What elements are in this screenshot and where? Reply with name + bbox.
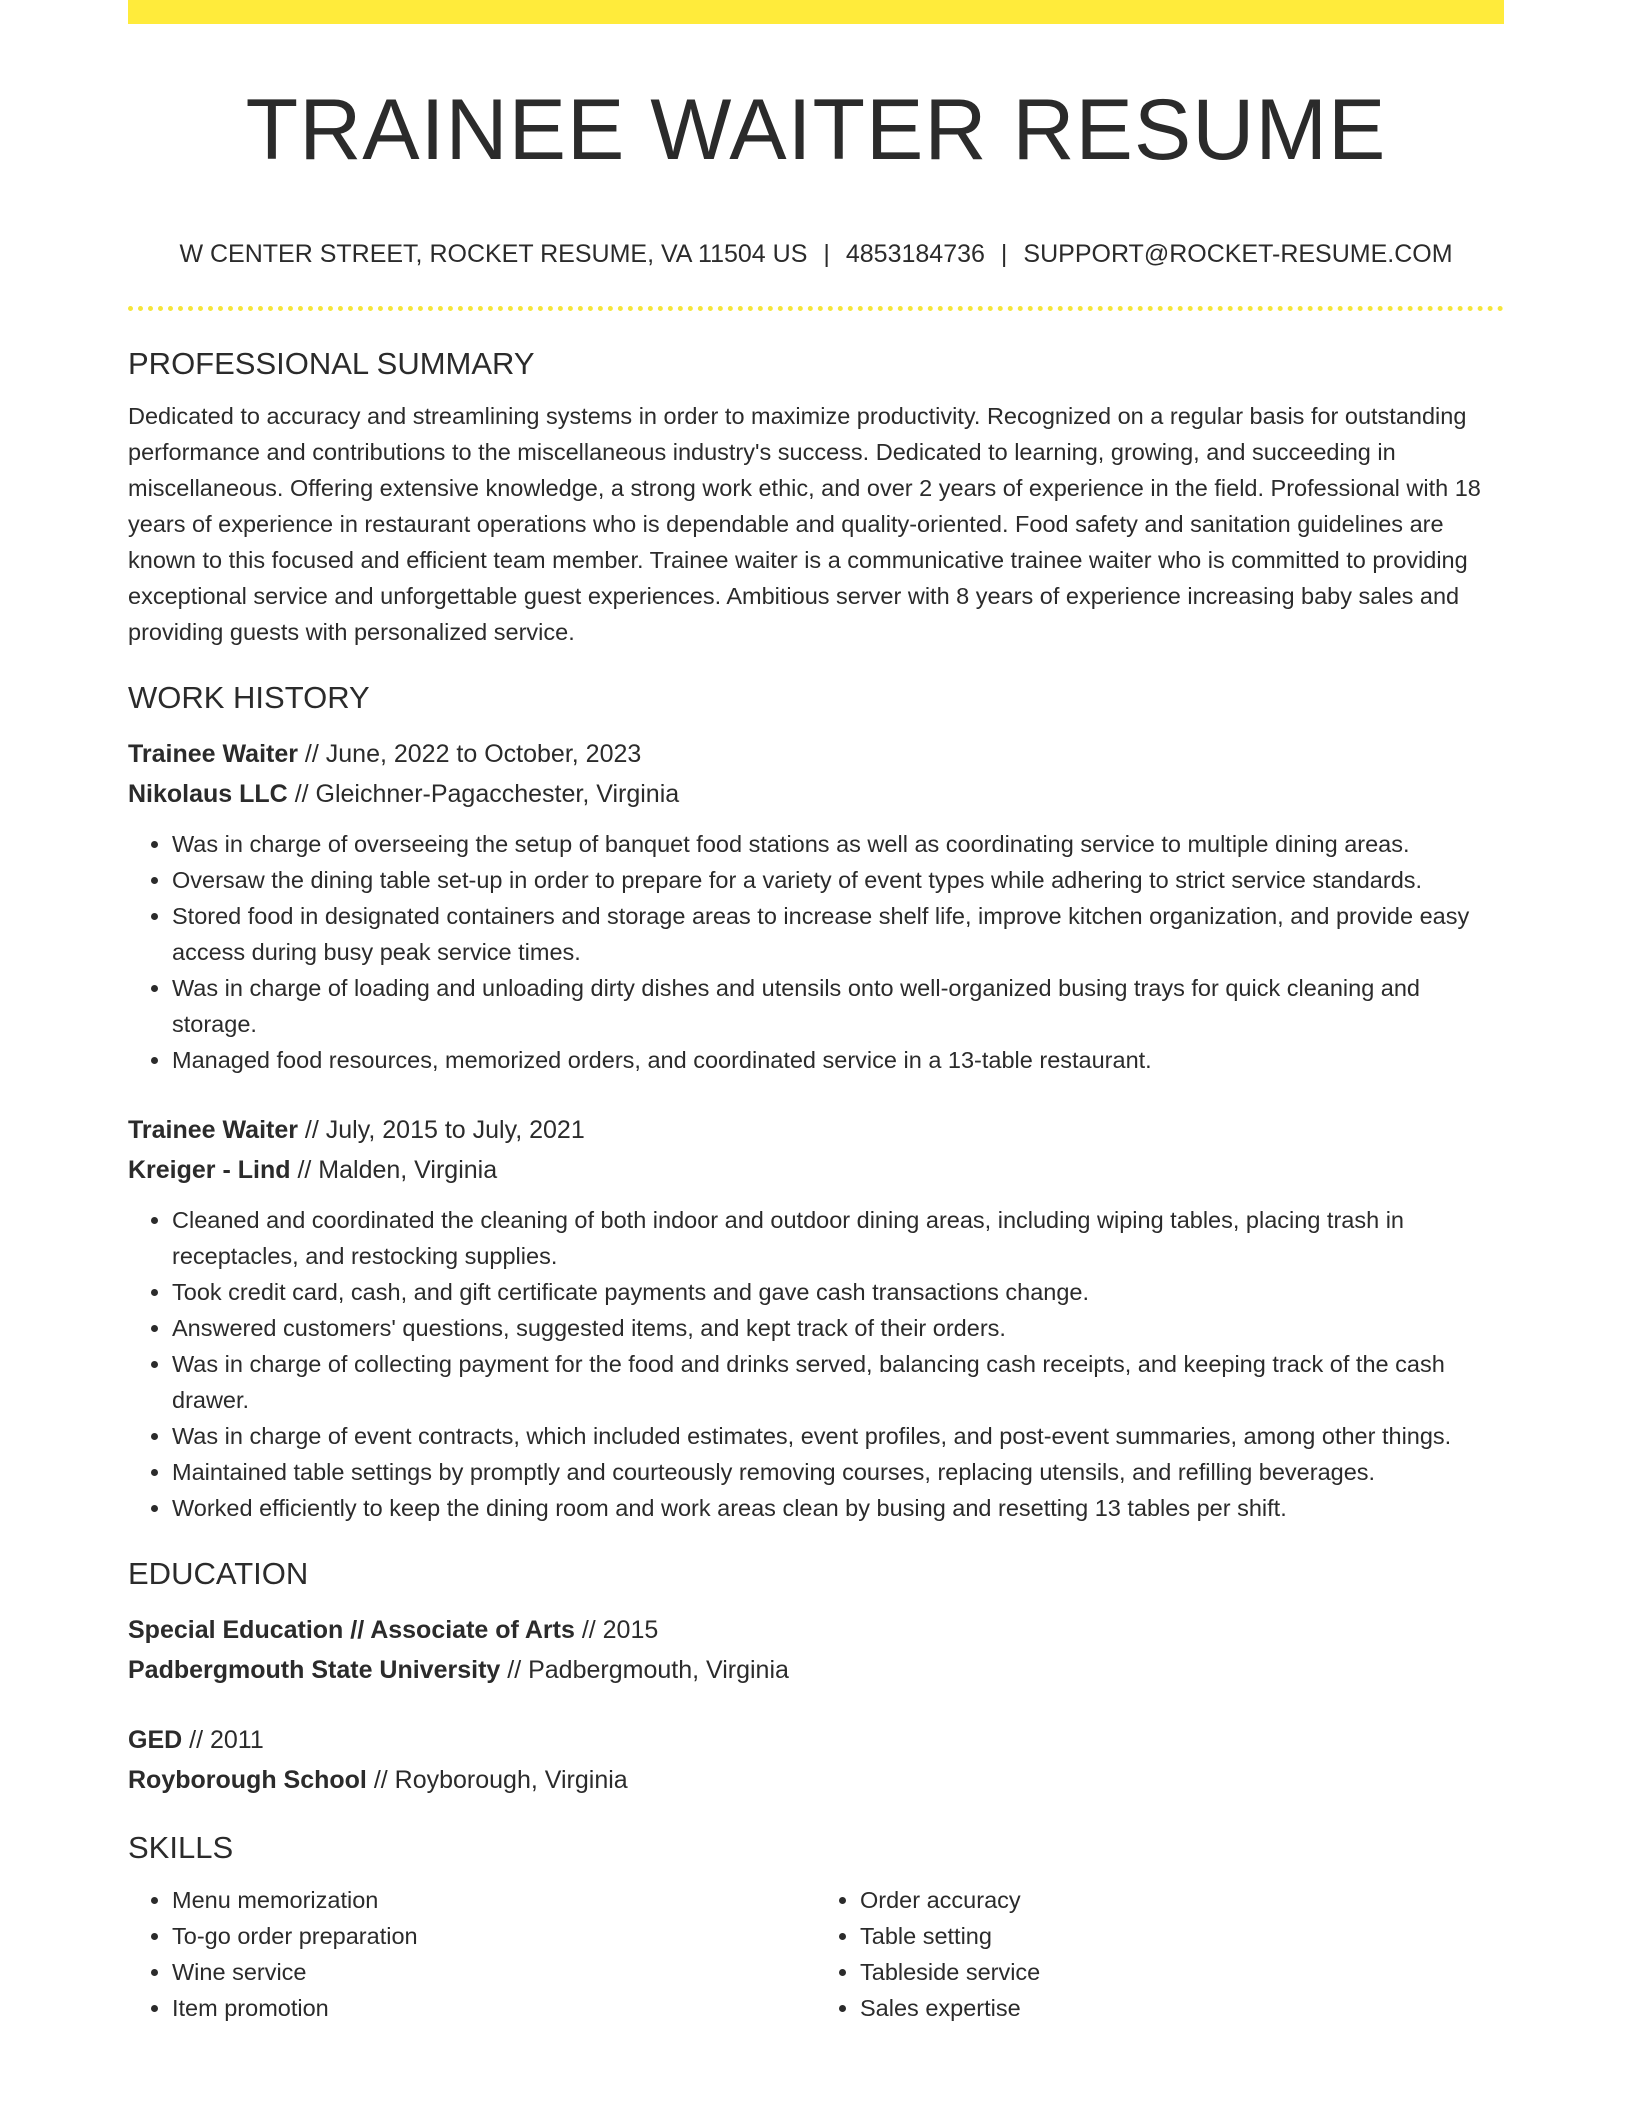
job-entry [128, 1110, 1504, 1526]
list-item: • Maintained table settings by promptly and courteously removing courses, replacing utensils, and refilling beverages. [172, 1454, 1504, 1490]
school-location: // Padbergmouth, Virginia [500, 1656, 789, 1684]
education-heading: EDUCATION [128, 1556, 309, 1591]
job-location: // Gleichner-Pagacchester, Virginia [287, 780, 680, 808]
work-history-heading: WORK HISTORY [128, 680, 370, 715]
summary-heading: PROFESSIONAL SUMMARY [128, 346, 535, 381]
education-entry [128, 1720, 1504, 1800]
list-item: • Was in charge of overseeing the setup of banquet food stations as well as coordinating service to multiple dining areas. [172, 826, 1504, 862]
degree-line [128, 1610, 1504, 1650]
top-accent-bar [128, 0, 1504, 24]
contact-phone: 4853184736 [845, 240, 985, 268]
skill-item: • Sales expertise [860, 1990, 1504, 2026]
job-title: Trainee Waiter [128, 740, 298, 768]
list-item: • Oversaw the dining table set-up in order to prepare for a variety of event types while adhering to strict service standards. [172, 862, 1504, 898]
school-line [128, 1760, 1504, 1800]
skill-item: • Menu memorization [172, 1882, 816, 1918]
job-title-line [128, 734, 1504, 774]
skill-item: • To-go order preparation [172, 1918, 816, 1954]
skills-list-right [816, 1882, 1504, 2026]
skills-list-left [128, 1882, 816, 2026]
job-company-line [128, 1150, 1504, 1190]
graduation-year: // 2015 [574, 1616, 659, 1644]
school-line [128, 1650, 1504, 1690]
list-item: • Was in charge of loading and unloading dirty dishes and utensils onto well-organized busing trays for quick cleaning and storage. [172, 970, 1504, 1042]
job-dates: // June, 2022 to October, 2023 [297, 740, 642, 768]
job-entry [128, 734, 1504, 1078]
skill-item: • Wine service [172, 1954, 816, 1990]
job-location: // Malden, Virginia [290, 1156, 498, 1184]
job-company: Nikolaus LLC [128, 780, 288, 808]
contact-address: W CENTER STREET, ROCKET RESUME, VA 11504 US [179, 240, 808, 268]
education-entry [128, 1610, 1504, 1690]
dotted-divider [128, 306, 1504, 311]
list-item: • Stored food in designated containers and storage areas to increase shelf life, improve kitchen organization, and provide easy access during busy peak service times. [172, 898, 1504, 970]
job-duties-list [128, 1202, 1504, 1526]
contact-email: SUPPORT@ROCKET-RESUME.COM [1023, 240, 1453, 268]
list-item: • Answered customers' questions, suggested items, and kept track of their orders. [172, 1310, 1504, 1346]
list-item: • Was in charge of collecting payment for the food and drinks served, balancing cash receipts, and keeping track of the cash drawer. [172, 1346, 1504, 1418]
job-duties-list [128, 826, 1504, 1078]
list-item: • Worked efficiently to keep the dining room and work areas clean by busing and resetting 13 tables per shift. [172, 1490, 1504, 1526]
job-title-line [128, 1110, 1504, 1150]
skill-item: • Item promotion [172, 1990, 816, 2026]
job-company: Kreiger - Lind [128, 1156, 291, 1184]
list-item: • Cleaned and coordinated the cleaning of both indoor and outdoor dining areas, including wiping tables, placing trash in receptacles, and restocking supplies. [172, 1202, 1504, 1274]
degree-line [128, 1720, 1504, 1760]
skill-item: • Order accuracy [860, 1882, 1504, 1918]
list-item: • Was in charge of event contracts, which included estimates, event profiles, and post-event summaries, among other things. [172, 1418, 1504, 1454]
degree: GED [128, 1726, 183, 1754]
school-location: // Royborough, Virginia [366, 1766, 628, 1794]
skill-item: • Table setting [860, 1918, 1504, 1954]
degree: Special Education // Associate of Arts [128, 1616, 575, 1644]
job-dates: // July, 2015 to July, 2021 [297, 1116, 585, 1144]
school: Royborough School [128, 1766, 367, 1794]
summary-text: Dedicated to accuracy and streamlining systems in order to maximize productivity. Recognized on a regular basis for outstanding performance and contributions to the miscellaneous industry's success. Dedicated to learning, growing, and succeeding in miscellaneous. Offering extensive knowledge, a strong work ethic, and over 2 years of experience in the field. Professional with 18 years of experience in restaurant operations who is dependable and quality-oriented. Food safety and sanitation guidelines are known to this focused and efficient team member. Trainee waiter is a communicative trainee waiter who is committed to providing exceptional service and unforgettable guest experiences. Ambitious server with 8 years of experience increasing baby sales and providing guests with personalized service. [128, 403, 1481, 645]
resume-body [128, 344, 1504, 2026]
job-company-line [128, 774, 1504, 814]
resume-title: TRAINEE WAITER RESUME [245, 82, 1387, 178]
skills-columns [128, 1882, 1504, 2026]
school: Padbergmouth State University [128, 1656, 501, 1684]
contact-separator: | [823, 240, 830, 268]
list-item: • Managed food resources, memorized orders, and coordinated service in a 13-table restaurant. [172, 1042, 1504, 1078]
skill-item: • Tableside service [860, 1954, 1504, 1990]
skills-heading: SKILLS [128, 1830, 234, 1865]
graduation-year: // 2011 [182, 1726, 264, 1754]
contact-line [128, 236, 1504, 272]
list-item: • Took credit card, cash, and gift certificate payments and gave cash transactions change. [172, 1274, 1504, 1310]
contact-separator: | [1000, 240, 1008, 268]
job-title: Trainee Waiter [128, 1116, 298, 1144]
